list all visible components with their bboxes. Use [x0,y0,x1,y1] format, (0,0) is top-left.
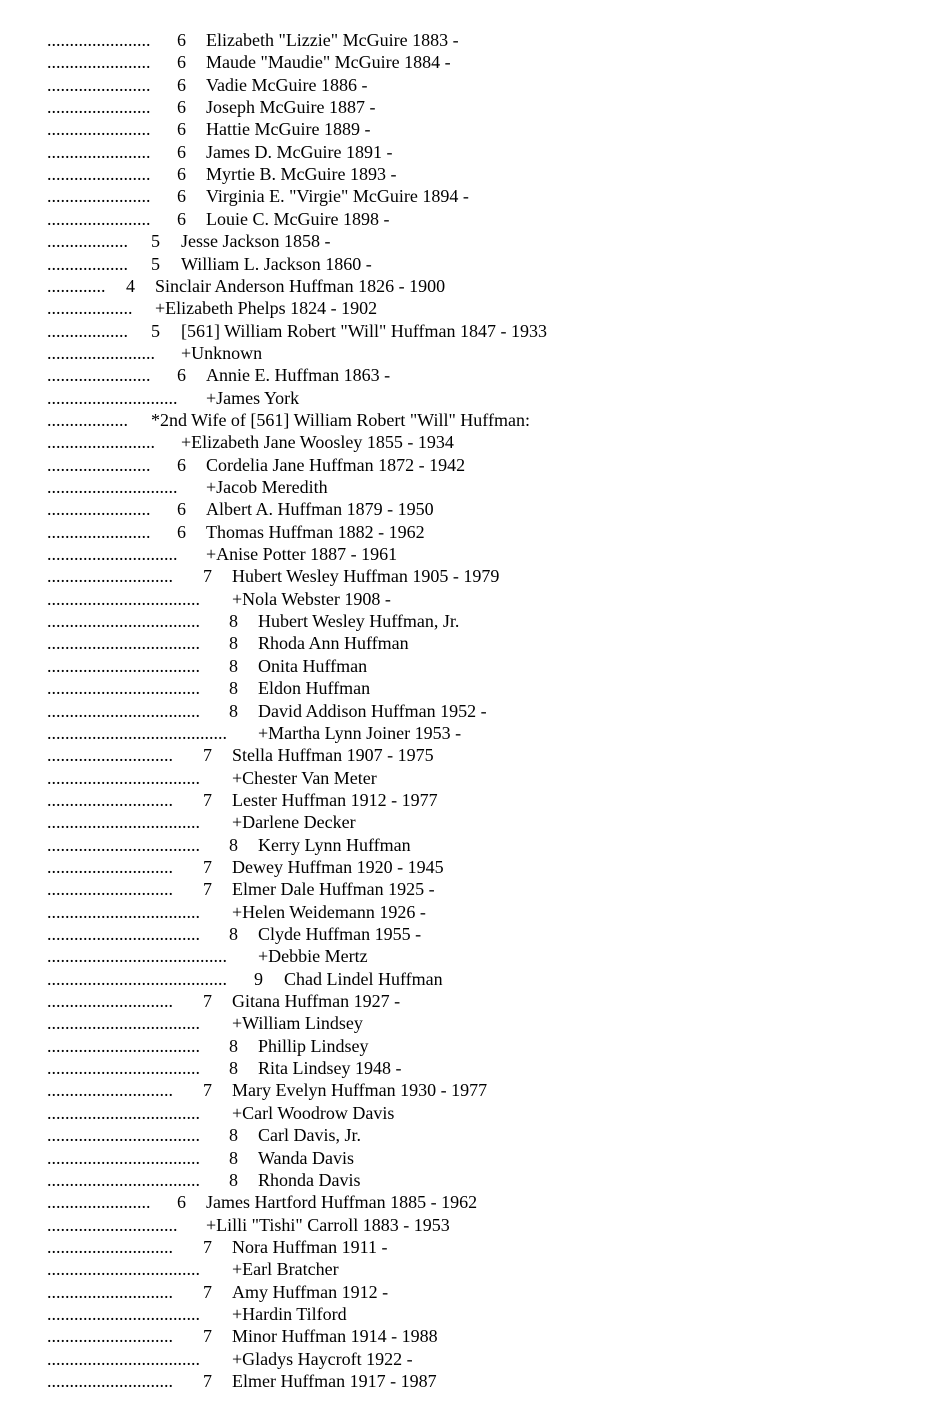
leader-dots: ....................... [47,365,151,386]
leader-dots: ............................ [47,856,173,877]
generation-number: 8 [229,1147,238,1168]
person-name: Rhonda Davis [258,1169,361,1190]
generation-number: 6 [177,74,186,95]
generation-number: 5 [151,231,160,252]
person-name: Dewey Huffman 1920 - 1945 [232,856,444,877]
leader-dots: .................................. [47,834,200,855]
generation-number: 7 [203,1326,212,1347]
generation-number: 6 [177,499,186,520]
generation-number: 6 [177,208,186,229]
generation-number: 6 [177,365,186,386]
person-name: Jesse Jackson 1858 - [181,231,331,252]
generation-number: 6 [177,52,186,73]
person-name: David Addison Huffman 1952 - [258,700,487,721]
leader-dots: ............................ [47,1281,173,1302]
leader-dots: ....................... [47,454,151,475]
generation-number: 7 [203,1236,212,1257]
spouse-name: +Anise Potter 1887 - 1961 [206,544,398,565]
leader-dots: .................................. [47,1035,200,1056]
spouse-name: +James York [206,387,300,408]
leader-dots: ....................... [47,521,151,542]
generation-number: 5 [151,253,160,274]
person-name: Thomas Huffman 1882 - 1962 [206,521,425,542]
person-name: Rita Lindsey 1948 - [258,1058,402,1079]
person-name: Albert A. Huffman 1879 - 1950 [206,499,434,520]
person-name: Hattie McGuire 1889 - [206,119,371,140]
generation-number: 5 [151,320,160,341]
leader-dots: .................................. [47,678,200,699]
leader-dots: ....................... [47,30,151,50]
person-name: Louie C. McGuire 1898 - [206,208,390,229]
person-name: Vadie McGuire 1886 - [206,74,368,95]
generation-number: 6 [177,454,186,475]
generation-number: 6 [177,119,186,140]
leader-dots: ....................... [47,52,151,73]
leader-dots: ........................ [47,342,155,363]
person-name: Gitana Huffman 1927 - [232,991,401,1012]
person-name: Phillip Lindsey [258,1035,369,1056]
generation-number: 8 [229,1035,238,1056]
generation-number: 7 [203,856,212,877]
person-name: Cordelia Jane Huffman 1872 - 1942 [206,454,466,475]
person-name: Sinclair Anderson Huffman 1826 - 1900 [155,275,446,296]
leader-dots: ................... [47,298,133,319]
person-name: Hubert Wesley Huffman, Jr. [258,611,460,632]
person-name: Eldon Huffman [258,678,371,699]
leader-dots: .................................. [47,1303,200,1324]
person-name: Lester Huffman 1912 - 1977 [232,789,438,810]
leader-dots: ............. [47,275,106,296]
generation-number: 6 [177,141,186,162]
leader-dots: ............................ [47,789,173,810]
leader-dots: ............................ [47,991,173,1012]
person-name: Wanda Davis [258,1147,355,1168]
spouse-name: +Debbie Mertz [258,946,368,967]
leader-dots: ....................... [47,97,151,118]
generation-number: 9 [254,968,263,989]
person-name: Myrtie B. McGuire 1893 - [206,164,397,185]
leader-dots: ............................ [47,879,173,900]
generation-number: 8 [229,655,238,676]
leader-dots: ....................... [47,141,151,162]
generation-number: 8 [229,924,238,944]
leader-dots: ............................. [47,544,178,565]
person-name: William L. Jackson 1860 - [181,253,372,274]
leader-dots: .................................. [47,812,200,833]
spouse-name: +Jacob Meredith [206,477,328,497]
spouse-name: +Helen Weidemann 1926 - [232,901,426,922]
leader-dots: ....................... [47,1192,151,1213]
generation-number: 7 [203,1371,212,1391]
leader-dots: .................. [47,231,128,252]
person-name: Virginia E. "Virgie" McGuire 1894 - [206,186,469,207]
generation-number: 8 [229,633,238,654]
generation-number: 7 [203,1080,212,1101]
leader-dots: ............................ [47,566,173,587]
person-name: Carl Davis, Jr. [258,1125,361,1146]
leader-dots: .................................. [47,1125,200,1146]
leader-dots: ............................ [47,1326,173,1347]
leader-dots: .................. [47,409,128,430]
leader-dots: .................................. [47,1058,200,1079]
generation-number: 7 [203,991,212,1012]
person-name: Annie E. Huffman 1863 - [206,365,391,386]
leader-dots: ....................... [47,119,151,140]
leader-dots: ....................... [47,74,151,95]
leader-dots: .................................. [47,588,200,609]
person-name: James Hartford Huffman 1885 - 1962 [206,1192,478,1213]
person-name: Amy Huffman 1912 - [232,1281,389,1302]
person-name: Stella Huffman 1907 - 1975 [232,745,434,766]
generation-number: 7 [203,566,212,587]
spouse-note: *2nd Wife of [561] William Robert "Will" Huffman: [151,409,530,430]
generation-number: 7 [203,745,212,766]
spouse-name: +Gladys Haycroft 1922 - [232,1348,413,1369]
spouse-name: +Nola Webster 1908 - [232,588,391,609]
leader-dots: .................................. [47,1169,200,1190]
leader-dots: ........................................ [47,722,227,743]
leader-dots: ....................... [47,208,151,229]
generation-number: 8 [229,1125,238,1146]
leader-dots: ........................................ [47,946,227,967]
generation-number: 8 [229,678,238,699]
generation-number: 7 [203,879,212,900]
spouse-name: +Elizabeth Phelps 1824 - 1902 [155,298,378,319]
generation-number: 8 [229,834,238,855]
leader-dots: .................................. [47,1102,200,1123]
leader-dots: .................................. [47,901,200,922]
generation-number: 6 [177,1192,186,1213]
person-name: Nora Huffman 1911 - [232,1236,388,1257]
leader-dots: .................................. [47,1259,200,1280]
generation-number: 6 [177,186,186,207]
leader-dots: ....................... [47,164,151,185]
person-name: James D. McGuire 1891 - [206,141,393,162]
leader-dots: ........................ [47,432,155,453]
leader-dots: .................. [47,320,128,341]
person-name: Joseph McGuire 1887 - [206,97,376,118]
person-name: Rhoda Ann Huffman [258,633,409,654]
person-name: Maude "Maudie" McGuire 1884 - [206,52,451,73]
generation-number: 8 [229,1058,238,1079]
generation-number: 6 [177,97,186,118]
leader-dots: ....................... [47,499,151,520]
spouse-name: +Unknown [181,342,263,363]
person-name: Elmer Dale Huffman 1925 - [232,879,435,900]
leader-dots: .................................. [47,611,200,632]
leader-dots: .................................. [47,924,200,944]
person-name: Elmer Huffman 1917 - 1987 [232,1371,437,1391]
person-name: Onita Huffman [258,655,368,676]
leader-dots: ............................. [47,477,178,497]
person-name: Chad Lindel Huffman [284,968,443,989]
generation-number: 8 [229,611,238,632]
leader-dots: ............................. [47,387,178,408]
spouse-name: +William Lindsey [232,1013,363,1034]
leader-dots: .................. [47,253,128,274]
generation-number: 6 [177,521,186,542]
person-name: Kerry Lynn Huffman [258,834,411,855]
person-name: [561] William Robert "Will" Huffman 1847 - 1933 [181,320,548,341]
leader-dots: ........................................ [47,968,227,989]
generation-number: 8 [229,1169,238,1190]
person-name: Minor Huffman 1914 - 1988 [232,1326,438,1347]
leader-dots: .................................. [47,633,200,654]
spouse-name: +Elizabeth Jane Woosley 1855 - 1934 [181,432,454,453]
spouse-name: +Earl Bratcher [232,1259,339,1280]
leader-dots: ....................... [47,186,151,207]
leader-dots: ............................ [47,1236,173,1257]
spouse-name: +Martha Lynn Joiner 1953 - [258,722,462,743]
generation-number: 8 [229,700,238,721]
generation-number: 6 [177,164,186,185]
leader-dots: .................................. [47,767,200,788]
leader-dots: ............................ [47,1080,173,1101]
person-name: Elizabeth "Lizzie" McGuire 1883 - [206,30,459,50]
spouse-name: +Chester Van Meter [232,767,377,788]
person-name: Mary Evelyn Huffman 1930 - 1977 [232,1080,488,1101]
generation-number: 6 [177,30,186,50]
person-name: Hubert Wesley Huffman 1905 - 1979 [232,566,500,587]
leader-dots: .................................. [47,700,200,721]
leader-dots: ............................. [47,1214,178,1235]
leader-dots: .................................. [47,1147,200,1168]
leader-dots: .................................. [47,1348,200,1369]
leader-dots: ............................ [47,745,173,766]
generation-number: 4 [126,275,135,296]
spouse-name: +Carl Woodrow Davis [232,1102,395,1123]
spouse-name: +Hardin Tilford [232,1303,347,1324]
spouse-name: +Darlene Decker [232,812,356,833]
person-name: Clyde Huffman 1955 - [258,924,422,944]
generation-number: 7 [203,789,212,810]
leader-dots: .................................. [47,655,200,676]
leader-dots: .................................. [47,1013,200,1034]
generation-number: 7 [203,1281,212,1302]
leader-dots: ............................ [47,1371,173,1391]
spouse-name: +Lilli "Tishi" Carroll 1883 - 1953 [206,1214,450,1235]
